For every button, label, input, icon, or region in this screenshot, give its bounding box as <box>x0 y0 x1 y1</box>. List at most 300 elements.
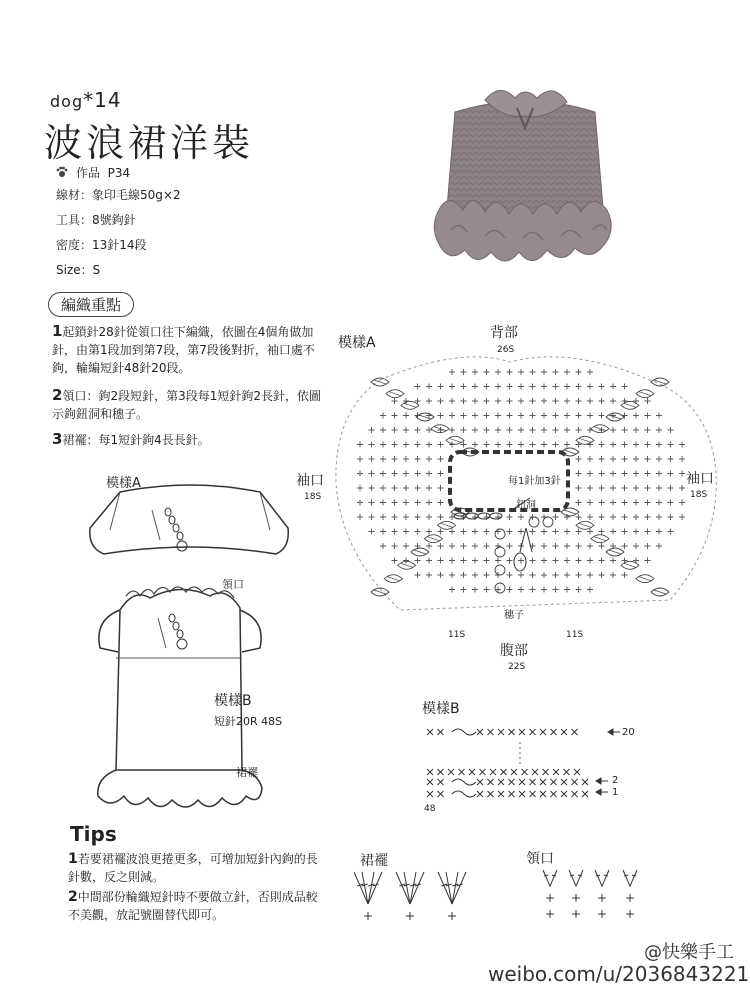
single-crochet-mark <box>449 543 455 549</box>
single-crochet-mark <box>449 427 455 433</box>
single-crochet-mark <box>576 384 582 390</box>
single-crochet-mark <box>438 500 444 506</box>
diagram-b-title: 模樣B <box>422 701 460 717</box>
single-crochet-mark <box>449 587 455 593</box>
tips-title: Tips <box>70 822 117 846</box>
single-crochet-mark <box>587 398 593 404</box>
chart-b-stitch-mark <box>488 791 494 797</box>
single-crochet-mark <box>679 471 685 477</box>
single-crochet-mark <box>576 369 582 375</box>
single-crochet-mark <box>472 543 478 549</box>
single-crochet-mark <box>507 427 513 433</box>
step-number: 1 <box>52 322 63 340</box>
single-crochet-mark <box>415 427 421 433</box>
increase-stitch-mark <box>591 425 609 433</box>
single-crochet-mark <box>587 500 593 506</box>
single-crochet-mark <box>587 543 593 549</box>
single-crochet-mark <box>656 514 662 520</box>
single-crochet-mark <box>507 587 513 593</box>
hem-fan-stitch <box>438 872 466 920</box>
chart-b-stitch-mark <box>501 769 507 775</box>
single-crochet-mark <box>403 485 409 491</box>
single-crochet-mark <box>518 514 524 520</box>
collar-v-stitch <box>569 870 583 918</box>
neck-chain <box>450 452 568 510</box>
single-crochet-mark <box>633 413 639 419</box>
single-crochet-mark <box>622 543 628 549</box>
single-crochet-mark <box>449 369 455 375</box>
single-crochet-mark <box>633 427 639 433</box>
single-crochet-mark <box>369 471 375 477</box>
single-crochet-mark <box>357 456 363 462</box>
chart-b-stitch-mark <box>540 729 546 735</box>
single-crochet-mark <box>518 369 524 375</box>
single-crochet-mark <box>518 413 524 419</box>
collar-v-stitch <box>595 870 609 918</box>
single-crochet-mark <box>495 413 501 419</box>
single-crochet-mark <box>576 558 582 564</box>
chart-b-stitch-mark <box>427 729 433 735</box>
single-crochet-mark <box>633 471 639 477</box>
single-crochet-mark <box>392 514 398 520</box>
single-crochet-mark <box>645 456 651 462</box>
single-crochet-mark <box>668 500 674 506</box>
single-crochet-mark <box>357 514 363 520</box>
single-crochet-mark <box>484 427 490 433</box>
step-number: 2 <box>52 386 63 404</box>
single-crochet-mark <box>507 384 513 390</box>
hem-legend-title: 裙襬 <box>360 853 388 869</box>
chart-b-stitch-mark <box>480 769 486 775</box>
tassel-chain <box>165 508 187 551</box>
single-crochet-mark <box>622 442 628 448</box>
single-crochet-mark <box>518 587 524 593</box>
single-crochet-mark <box>415 456 421 462</box>
chart-b-stitch-mark <box>509 729 515 735</box>
belly-label: 腹部 <box>500 643 528 659</box>
single-crochet-mark <box>495 442 501 448</box>
single-crochet-mark <box>438 485 444 491</box>
single-crochet-mark <box>426 572 432 578</box>
single-crochet-mark <box>495 384 501 390</box>
single-crochet-mark <box>380 471 386 477</box>
single-crochet-mark <box>403 413 409 419</box>
single-crochet-mark <box>380 427 386 433</box>
single-crochet-mark <box>668 456 674 462</box>
single-crochet-mark <box>576 413 582 419</box>
single-crochet-mark <box>507 543 513 549</box>
tip-number: 2 <box>68 889 78 905</box>
single-crochet-mark <box>518 398 524 404</box>
single-crochet-mark <box>357 471 363 477</box>
chart-b-stitch-mark <box>519 729 525 735</box>
single-crochet-mark <box>622 500 628 506</box>
single-crochet-mark <box>610 514 616 520</box>
single-crochet-mark <box>461 543 467 549</box>
pattern-code-prefix: dog <box>50 92 84 111</box>
single-crochet-mark <box>610 398 616 404</box>
garment-schematic <box>80 470 340 815</box>
tip-number: 1 <box>68 851 78 867</box>
single-crochet-mark <box>392 442 398 448</box>
single-crochet-mark <box>587 572 593 578</box>
single-crochet-mark <box>656 529 662 535</box>
garment-body-note: 短針20R 48S <box>214 715 283 728</box>
single-crochet-mark <box>553 413 559 419</box>
product-photo <box>425 80 625 272</box>
single-crochet-mark <box>599 413 605 419</box>
garment-body-label: 模樣B <box>214 693 252 709</box>
single-crochet-mark <box>403 456 409 462</box>
increase-stitch-mark <box>431 425 449 433</box>
single-crochet-mark <box>415 471 421 477</box>
single-crochet-mark <box>392 558 398 564</box>
step-2 <box>52 386 330 423</box>
chart-b-stitch-mark <box>488 729 494 735</box>
row-marker <box>495 565 505 575</box>
single-crochet-mark <box>645 485 651 491</box>
single-crochet-mark <box>587 442 593 448</box>
row-2-mark: 2 <box>612 775 619 786</box>
single-crochet-mark <box>599 543 605 549</box>
step-text: 領口：鉤2段短針，第3段每1短針鉤2長針，依圖示鉤鈕洞和穗子。 <box>52 389 321 421</box>
row-marker <box>495 583 505 593</box>
single-crochet-mark <box>495 369 501 375</box>
single-crochet-mark <box>599 398 605 404</box>
single-crochet-mark <box>426 427 432 433</box>
single-crochet-mark <box>633 514 639 520</box>
single-crochet-mark <box>679 442 685 448</box>
diagram-a-title: 模樣A <box>338 335 376 351</box>
single-crochet-mark <box>426 384 432 390</box>
single-crochet-mark <box>576 485 582 491</box>
single-crochet-mark <box>656 413 662 419</box>
single-crochet-mark <box>668 529 674 535</box>
single-crochet-mark <box>645 558 651 564</box>
chart-b-stitch-mark <box>551 791 557 797</box>
single-crochet-mark <box>369 456 375 462</box>
single-crochet-mark <box>403 543 409 549</box>
chart-b-stitch-mark <box>540 779 546 785</box>
single-crochet-mark <box>576 427 582 433</box>
tassel <box>514 528 532 571</box>
single-crochet-mark <box>576 587 582 593</box>
single-crochet-mark <box>438 398 444 404</box>
collar-legend-title: 領口 <box>526 851 554 867</box>
tip-1 <box>68 850 328 886</box>
increase-stitch-mark <box>576 521 594 529</box>
single-crochet-mark <box>645 543 651 549</box>
increase-stitch-mark <box>424 535 442 543</box>
single-crochet-mark <box>438 413 444 419</box>
single-crochet-mark <box>461 529 467 535</box>
single-crochet-mark <box>415 529 421 535</box>
single-crochet-mark <box>645 413 651 419</box>
single-crochet-mark <box>645 471 651 477</box>
single-crochet-mark <box>553 427 559 433</box>
single-crochet-mark <box>484 558 490 564</box>
single-crochet-mark <box>403 471 409 477</box>
single-crochet-mark <box>392 543 398 549</box>
chart-b-stitch-mark <box>532 769 538 775</box>
chart-b-stitch-mark <box>522 769 528 775</box>
single-crochet-mark <box>668 514 674 520</box>
chart-b-stitch-mark <box>572 791 578 797</box>
single-crochet-mark <box>392 500 398 506</box>
single-crochet-mark <box>369 442 375 448</box>
single-crochet-mark <box>622 485 628 491</box>
chart-b-stitch-mark <box>582 791 588 797</box>
garment-hem-label: 裙襬 <box>236 766 258 779</box>
single-crochet-mark <box>668 442 674 448</box>
increase-note: 每1針加3針 <box>508 476 561 487</box>
single-crochet-mark <box>645 442 651 448</box>
single-crochet-mark <box>438 442 444 448</box>
single-crochet-mark <box>392 529 398 535</box>
sleeve-right-count: 18S <box>690 490 708 500</box>
single-crochet-mark <box>587 485 593 491</box>
single-crochet-mark <box>576 529 582 535</box>
single-crochet-mark <box>449 384 455 390</box>
single-crochet-mark <box>507 529 513 535</box>
chart-b-stitch-mark <box>551 779 557 785</box>
single-crochet-mark <box>403 529 409 535</box>
sleeve-left-label: 袖口 <box>296 473 324 489</box>
single-crochet-mark <box>633 456 639 462</box>
single-crochet-mark <box>507 398 513 404</box>
step-3 <box>52 430 330 449</box>
chart-b-stitch-mark <box>530 729 536 735</box>
single-crochet-mark <box>449 529 455 535</box>
single-crochet-mark <box>484 529 490 535</box>
single-crochet-mark <box>518 442 524 448</box>
single-crochet-mark <box>633 529 639 535</box>
row-marker <box>543 517 553 527</box>
single-crochet-mark <box>461 398 467 404</box>
single-crochet-mark <box>380 456 386 462</box>
chart-b-stitch-mark <box>498 779 504 785</box>
chart-b-stitch-mark <box>519 791 525 797</box>
single-crochet-mark <box>610 442 616 448</box>
increase-stitch-mark <box>636 575 654 583</box>
stitch-count: 48 <box>424 804 436 814</box>
single-crochet-mark <box>541 558 547 564</box>
single-crochet-mark <box>656 543 662 549</box>
single-crochet-mark <box>392 485 398 491</box>
single-crochet-mark <box>369 514 375 520</box>
single-crochet-mark <box>645 398 651 404</box>
single-crochet-mark <box>438 572 444 578</box>
chart-b-stitch-mark <box>511 769 517 775</box>
step-1 <box>52 322 330 377</box>
single-crochet-mark <box>564 427 570 433</box>
chart-b-stitch-mark <box>459 769 465 775</box>
chart-b-stitch-mark <box>572 779 578 785</box>
single-crochet-mark <box>380 413 386 419</box>
single-crochet-mark <box>587 384 593 390</box>
chart-b-stitch-mark <box>564 769 570 775</box>
hem-stitch-legend <box>354 868 484 928</box>
row-1-mark: 1 <box>612 787 619 798</box>
single-crochet-mark <box>495 398 501 404</box>
single-crochet-mark <box>576 572 582 578</box>
single-crochet-mark <box>599 485 605 491</box>
single-crochet-mark <box>369 427 375 433</box>
single-crochet-mark <box>495 587 501 593</box>
single-crochet-mark <box>415 514 421 520</box>
increase-stitch-mark <box>606 413 624 421</box>
single-crochet-mark <box>484 442 490 448</box>
increase-stitch-mark <box>401 401 419 409</box>
chart-b-stitch-mark <box>551 729 557 735</box>
single-crochet-mark <box>472 413 478 419</box>
single-crochet-mark <box>587 369 593 375</box>
pattern-title: 波浪裙洋裝 <box>44 121 255 165</box>
single-crochet-mark <box>564 543 570 549</box>
single-crochet-mark <box>553 514 559 520</box>
single-crochet-mark <box>449 413 455 419</box>
single-crochet-mark <box>380 514 386 520</box>
single-crochet-mark <box>472 398 478 404</box>
single-crochet-mark <box>369 529 375 535</box>
crochet-chart-a <box>320 352 730 642</box>
step-text: 裙襬：每1短針鉤4長長針。 <box>62 433 210 447</box>
single-crochet-mark <box>541 543 547 549</box>
single-crochet-mark <box>415 572 421 578</box>
chart-b-stitch-mark <box>530 791 536 797</box>
single-crochet-mark <box>553 369 559 375</box>
single-crochet-mark <box>461 369 467 375</box>
single-crochet-mark <box>530 369 536 375</box>
single-crochet-mark <box>553 543 559 549</box>
single-crochet-mark <box>472 442 478 448</box>
single-crochet-mark <box>426 529 432 535</box>
increase-stitch-mark <box>636 390 654 398</box>
row-marker <box>495 529 505 539</box>
single-crochet-mark <box>645 529 651 535</box>
single-crochet-mark <box>438 529 444 535</box>
watermark-url: weibo.com/u/2036843221 <box>488 962 750 986</box>
single-crochet-mark <box>380 500 386 506</box>
single-crochet-mark <box>530 442 536 448</box>
chart-b-stitch-mark <box>543 769 549 775</box>
single-crochet-mark <box>610 456 616 462</box>
single-crochet-mark <box>449 558 455 564</box>
single-crochet-mark <box>369 500 375 506</box>
single-crochet-mark <box>518 558 524 564</box>
gauge-spec: 密度：13針14段 <box>56 238 147 252</box>
single-crochet-mark <box>656 485 662 491</box>
single-crochet-mark <box>668 471 674 477</box>
single-crochet-mark <box>461 384 467 390</box>
work-label: 作品 <box>76 166 101 180</box>
single-crochet-mark <box>403 442 409 448</box>
single-crochet-mark <box>633 500 639 506</box>
single-crochet-mark <box>415 500 421 506</box>
single-crochet-mark <box>564 572 570 578</box>
single-crochet-mark <box>622 384 628 390</box>
collar-v-stitch <box>623 870 637 918</box>
single-crochet-mark <box>679 485 685 491</box>
single-crochet-mark <box>610 471 616 477</box>
increase-stitch-mark <box>438 521 456 529</box>
single-crochet-mark <box>518 427 524 433</box>
chart-b-stitch-mark <box>427 769 433 775</box>
belly-count: 22S <box>508 662 526 672</box>
single-crochet-mark <box>564 384 570 390</box>
single-crochet-mark <box>553 587 559 593</box>
bottom-left-count: 11S <box>448 630 466 640</box>
single-crochet-mark <box>357 500 363 506</box>
chart-b-stitch-mark <box>540 791 546 797</box>
single-crochet-mark <box>472 529 478 535</box>
single-crochet-mark <box>599 471 605 477</box>
single-crochet-mark <box>380 442 386 448</box>
single-crochet-mark <box>622 471 628 477</box>
single-crochet-mark <box>518 384 524 390</box>
single-crochet-mark <box>484 413 490 419</box>
chart-b-stitch-mark <box>574 769 580 775</box>
single-crochet-mark <box>507 369 513 375</box>
single-crochet-mark <box>484 369 490 375</box>
chart-b-stitch-mark <box>561 791 567 797</box>
increase-stitch-mark <box>446 436 464 444</box>
single-crochet-mark <box>472 587 478 593</box>
hem-fan-stitch <box>354 872 382 920</box>
single-crochet-mark <box>576 500 582 506</box>
single-crochet-mark <box>599 514 605 520</box>
single-crochet-mark <box>495 543 501 549</box>
single-crochet-mark <box>426 543 432 549</box>
single-crochet-mark <box>553 558 559 564</box>
single-crochet-mark <box>541 427 547 433</box>
single-crochet-mark <box>553 529 559 535</box>
increase-stitch-mark <box>384 575 402 583</box>
chart-b-stitch-mark <box>427 791 433 797</box>
single-crochet-mark <box>438 384 444 390</box>
single-crochet-mark <box>403 514 409 520</box>
single-crochet-mark <box>369 485 375 491</box>
single-crochet-mark <box>587 587 593 593</box>
chart-b-stitch-mark <box>469 769 475 775</box>
single-crochet-mark <box>426 471 432 477</box>
single-crochet-mark <box>587 456 593 462</box>
watermark-handle: @快樂手工 <box>644 942 734 963</box>
collar-stitch-legend <box>536 866 656 926</box>
single-crochet-mark <box>357 442 363 448</box>
single-crochet-mark <box>415 485 421 491</box>
increase-stitch-mark <box>411 548 429 556</box>
single-crochet-mark <box>484 398 490 404</box>
pattern-code-star: * <box>83 88 95 112</box>
yarn-spec: 線材：象印毛線50g×2 <box>56 188 181 202</box>
single-crochet-mark <box>461 587 467 593</box>
sleeve-left-count: 18S <box>304 492 322 502</box>
row-marker <box>495 547 505 557</box>
single-crochet-mark <box>530 398 536 404</box>
single-crochet-mark <box>576 543 582 549</box>
bottom-right-count: 11S <box>566 630 584 640</box>
single-crochet-mark <box>599 442 605 448</box>
single-crochet-mark <box>530 427 536 433</box>
pattern-code-number: 14 <box>94 88 122 112</box>
chart-b-stitch-mark <box>477 791 483 797</box>
single-crochet-mark <box>622 572 628 578</box>
single-crochet-mark <box>357 485 363 491</box>
single-crochet-mark <box>426 456 432 462</box>
single-crochet-mark <box>530 572 536 578</box>
single-crochet-mark <box>610 427 616 433</box>
